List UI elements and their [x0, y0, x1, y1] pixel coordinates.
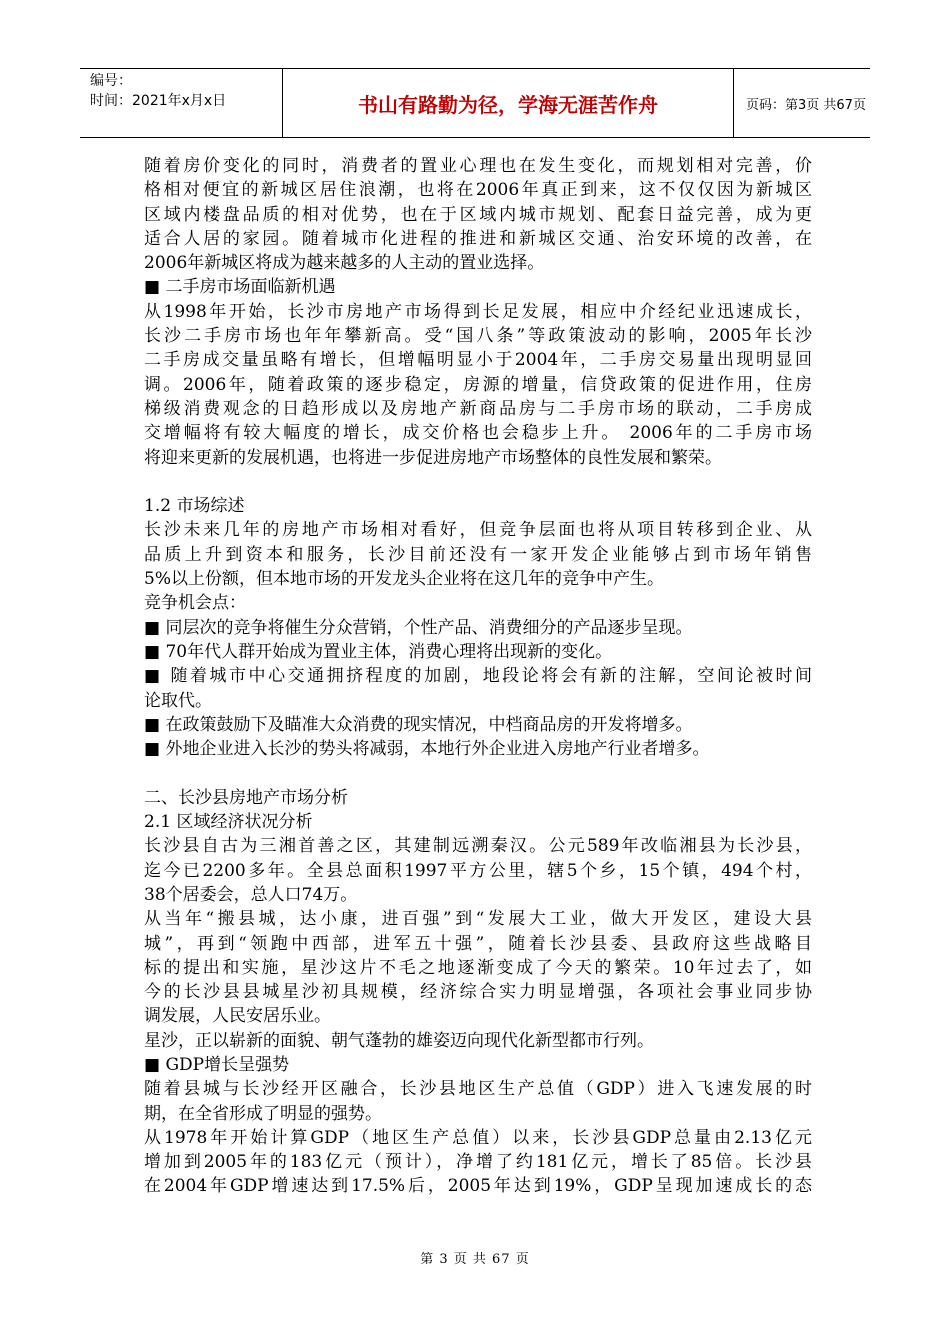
- text-line: ■ 外地企业进入长沙的势头将减弱，本地行外企业进入房地产行业者增多。: [144, 739, 710, 760]
- text-line: 随着房价变化的同时，消费者的置业心理也在发生变化，而规划相对完善，价: [144, 156, 812, 176]
- text-line: 38个居委会，总人口74万。: [144, 884, 358, 905]
- text-line: 星沙，正以崭新的面貌、朝气蓬勃的雄姿迈向现代化新型都市行列。: [144, 1030, 654, 1051]
- blank-line: [144, 470, 812, 494]
- text-line: 格相对便宜的新城区居住浪潮，也将在2006年真正到来，这不仅仅因为新城区: [144, 180, 812, 201]
- text-line: 长沙县自古为三湘首善之区，其建制远溯秦汉。公元589年改临湘县为长沙县，: [144, 836, 812, 857]
- text-line: 交增幅将有较大幅度的增长，成交价格也会稳步上升。 2006年的二手房市场: [144, 423, 812, 444]
- text-line: 二手房成交量虽略有增长，但增幅明显小于2004年，二手房交易量出现明显回: [144, 350, 812, 371]
- text-line: ■ 同层次的竞争将催生分众营销，个性产品、消费细分的产品逐步呈现。: [144, 617, 693, 638]
- text-line: 二、长沙县房地产市场分析: [144, 787, 348, 808]
- text-line: 适合人居的家园。随着城市化进程的推进和新城区交通、治安环境的改善，在: [144, 228, 812, 249]
- header-motto: 书山有路勤为径，学海无涯苦作舟: [283, 69, 734, 137]
- text-line: 迄今已2200多年。全县总面积1997平方公里，辖5个乡，15个镇，494个村，: [144, 860, 812, 881]
- page-header: [80, 68, 870, 138]
- text-line: ■ 随着城市中心交通拥挤程度的加剧，地段论将会有新的注解，空间论被时间: [144, 666, 812, 687]
- text-line: 城”，再到“领跑中西部，进军五十强”，随着长沙县委、县政府这些战略目: [144, 933, 812, 954]
- text-line: ■ GDP增长呈强势: [144, 1054, 290, 1075]
- text-line: 期，在全省形成了明显的强势。: [144, 1103, 382, 1124]
- text-line: 调发展，人民安居乐业。: [144, 1006, 331, 1027]
- text-line: 1.2 市场综述: [144, 496, 245, 517]
- text-line: 从1978年开始计算GDP（地区生产总值）以来，长沙县GDP总量由2.13亿元: [144, 1127, 812, 1148]
- document-code-label: 编号：: [90, 73, 132, 89]
- text-line: 长沙未来几年的房地产市场相对看好，但竞争层面也将从项目转移到企业、从: [144, 520, 812, 541]
- text-line: 调。2006年，随着政策的逐步稳定，房源的增量，信贷政策的促进作用，住房: [144, 374, 812, 395]
- text-line: 随着县城与长沙经开区融合，长沙县地区生产总值（GDP）进入飞速发展的时: [144, 1079, 812, 1100]
- text-line: 今的长沙县县城星沙初具规模，经济综合实力明显增强，各项社会事业同步协: [144, 982, 812, 1003]
- text-line: 品质上升到资本和服务，长沙目前还没有一家开发企业能够占到市场年销售: [144, 544, 812, 565]
- text-line: 长沙二手房市场也年年攀新高。受“国八条”等政策波动的影响，2005年长沙: [144, 326, 812, 347]
- text-line: 论取代。: [144, 690, 212, 711]
- text-line: 2006年新城区将成为越来越多的人主动的置业选择。: [144, 253, 545, 274]
- text-line: 将迎来更新的发展机遇，也将进一步促进房地产市场整体的良性发展和繁荣。: [144, 447, 722, 468]
- text-line: 从当年“搬县城，达小康，进百强”到“发展大工业，做大开发区，建设大县: [144, 909, 812, 930]
- document-body: [144, 154, 812, 1199]
- page-footer: 第 3 页 共 67 页: [420, 1252, 530, 1267]
- text-line: 区域内楼盘品质的相对优势，也在于区域内城市规划、配套日益完善，成为更: [144, 204, 812, 225]
- text-line: 标的提出和实施，星沙这片不毛之地逐渐变成了今天的繁荣。10年过去了，如: [144, 957, 812, 978]
- text-line: ■ 二手房市场面临新机遇: [144, 277, 336, 298]
- text-line: 竞争机会点：: [144, 593, 246, 614]
- document-date: 时间：2021年x月x日: [90, 93, 227, 109]
- text-line: 从1998年开始，长沙市房地产市场得到长足发展，相应中介经纪业迅速成长，: [144, 301, 812, 322]
- blank-line: [144, 761, 812, 785]
- text-line: 在2004年GDP增速达到17.5%后，2005年达到19%，GDP呈现加速成长的态: [144, 1176, 812, 1197]
- text-line: 梯级消费观念的日趋形成以及房地产新商品房与二手房市场的联动，二手房成: [144, 398, 812, 419]
- text-line: 5%以上份额，但本地市场的开发龙头企业将在这几年的竞争中产生。: [144, 569, 664, 590]
- text-line: 增加到2005年的183亿元（预计），净增了约181亿元，增长了85倍。长沙县: [144, 1152, 812, 1173]
- text-line: ■ 在政策鼓励下及瞄准大众消费的现实情况，中档商品房的开发将增多。: [144, 714, 693, 735]
- text-line: 2.1 区域经济状况分析: [144, 812, 313, 833]
- header-page-info: 页码：第3页 共67页: [746, 97, 866, 113]
- header-meta: [80, 69, 283, 137]
- text-line: ■ 70年代人群开始成为置业主体，消费心理将出现新的变化。: [144, 641, 613, 662]
